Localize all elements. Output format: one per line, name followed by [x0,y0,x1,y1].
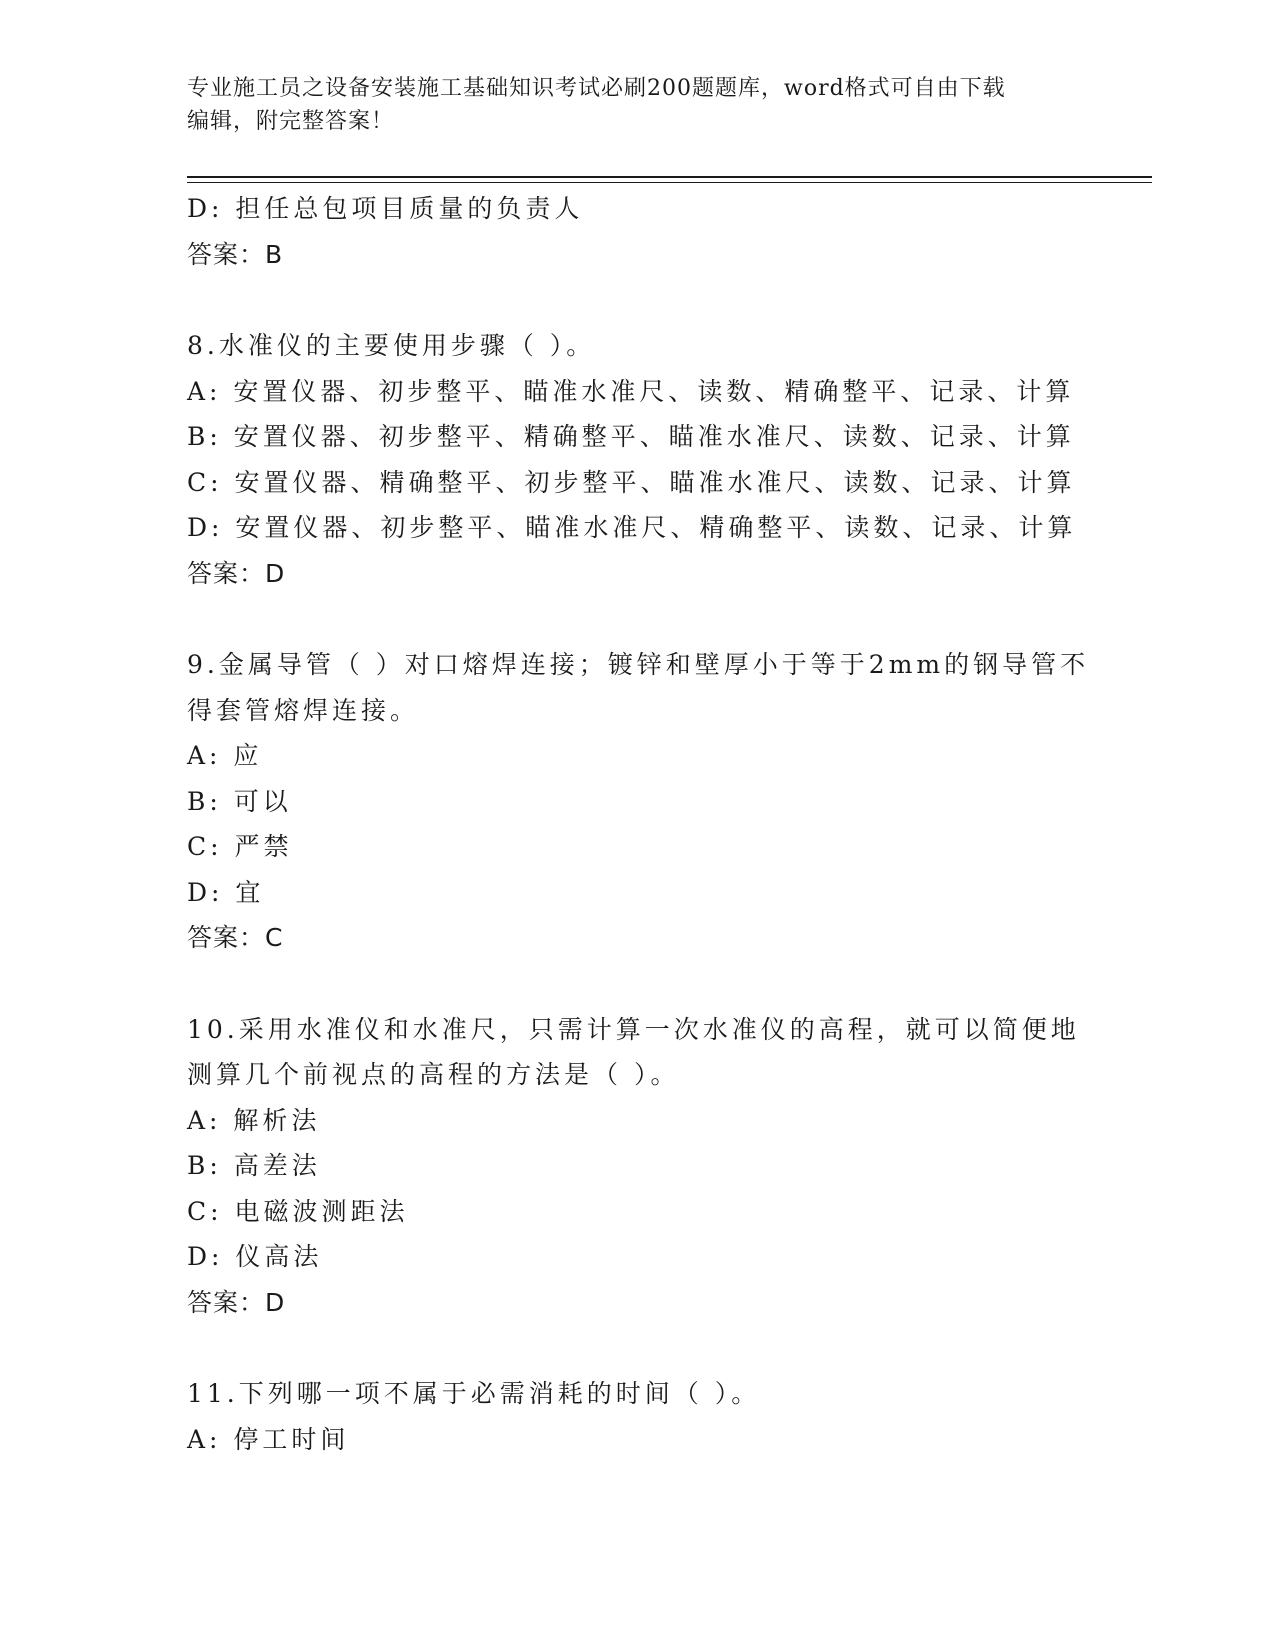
answer-option: C: 电磁波测距法 [187,1196,409,1226]
question-text: 10.采用水准仪和水准尺，只需计算一次水准仪的高程，就可以简便地 [187,1014,1080,1044]
question-block [187,642,1090,961]
answer-option: C: 严禁 [187,832,293,861]
answer-option: A: 安置仪器、初步整平、瞄准水准尺、读数、精确整平、记录、计算 [187,376,1075,406]
question-block [187,323,1077,596]
answer-option: D: 担任总包项目质量的负责人 [187,194,584,223]
question-block [187,186,1077,277]
answer-option: A: 停工时间 [187,1424,350,1454]
answer-key: 答案：D [187,1287,286,1317]
header-divider-thin [187,182,1152,183]
answer-option: B: 高差法 [187,1151,321,1180]
block-spacer [187,961,1077,1007]
question-text: 得套管熔焊连接。 [187,695,420,725]
answer-key: 答案：D [187,558,286,588]
question-text: 9.金属导管（ ）对口熔焊连接；镀锌和壁厚小于等于2mm的钢导管不 [187,650,1090,679]
answer-option: D: 安置仪器、初步整平、瞄准水准尺、精确整平、读数、记录、计算 [187,513,1077,542]
answer-option: D: 宜 [187,877,265,907]
question-list [187,186,1090,1462]
answer-key: 答案：C [187,923,284,952]
question-text: 8.水准仪的主要使用步骤（ ）。 [187,331,596,360]
document-header [187,72,1067,138]
answer-option: A: 解析法 [187,1105,321,1135]
answer-key: 答案：B [187,239,284,269]
question-text: 11.下列哪一项不属于必需消耗的时间（ ）。 [187,1379,761,1408]
question-block [187,1371,1077,1462]
answer-option: B: 安置仪器、初步整平、精确整平、瞄准水准尺、读数、记录、计算 [187,422,1075,451]
header-title-line-2: 编辑，附完整答案！ [187,109,395,134]
block-spacer [187,277,1077,323]
question-text: 测算几个前视点的高程的方法是（ ）。 [187,1060,680,1089]
answer-option: C: 安置仪器、精确整平、初步整平、瞄准水准尺、读数、记录、计算 [187,467,1076,497]
answer-option: B: 可以 [187,786,292,816]
answer-option: A: 应 [187,741,263,770]
block-spacer [187,1325,1077,1371]
header-title-line-1: 专业施工员之设备安装施工基础知识考试必刷200题题库，word格式可自由下载 [187,76,1006,101]
question-block [187,1007,1080,1326]
block-spacer [187,596,1077,642]
header-divider-thick [187,176,1152,178]
answer-option: D: 仪高法 [187,1242,323,1271]
